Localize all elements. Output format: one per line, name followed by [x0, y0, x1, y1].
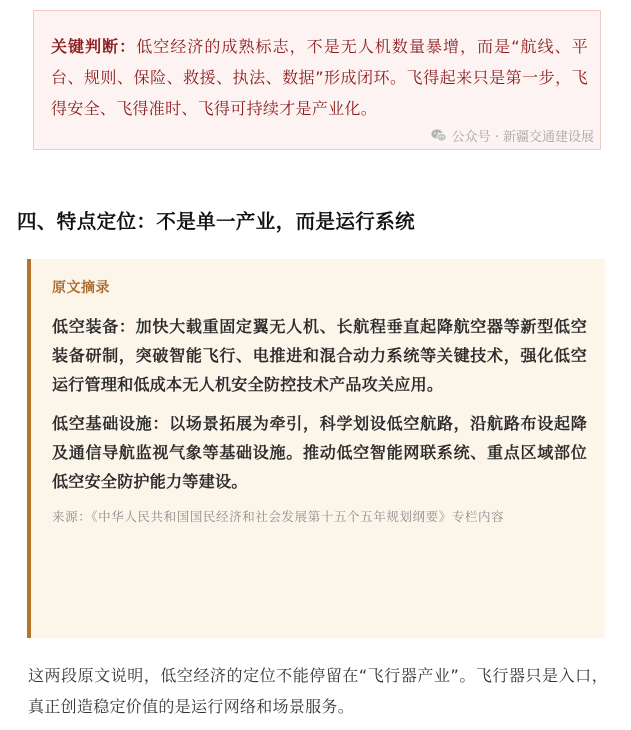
section-heading: 四、特点定位：不是单一产业，而是运行系统 [17, 210, 416, 233]
original-excerpt-box [27, 259, 605, 638]
wechat-icon [431, 129, 447, 142]
watermark-text: 公众号 · 新疆交通建设展 [451, 130, 594, 145]
excerpt-paragraph-equipment: 低空装备：加快大载重固定翼无人机、长航程垂直起降航空器等新型低空装备研制，突破智能飞行、电推进和混合动力系统等关键技术，强化低空运行管理和低成本无人机安全防控技术产品攻关应用。 [52, 317, 587, 394]
closing-paragraph: 这两段原文说明，低空经济的定位不能停留在“飞行器产业”。飞行器只是入口，真正创造稳定价值的是运行网络和场景服务。 [28, 666, 608, 716]
key-judgment-text [51, 31, 588, 124]
key-judgment-body: 低空经济的成熟标志，不是无人机数量暴增，而是“航线、平台、规则、保险、救援、执法、数据”形成闭环。飞得起来只是第一步，飞得安全、飞得准时、飞得可持续才是产业化。 [51, 37, 588, 118]
excerpt-source: 来源：《中华人民共和国国民经济和社会发展第十五个五年规划纲要》专栏内容 [52, 509, 505, 524]
excerpt-paragraph-infrastructure: 低空基础设施：以场景拓展为牵引，科学划设低空航路，沿航路布设起降及通信导航监视气象等基础设施。推动低空智能网联系统、重点区域部位低空安全防护能力等建设。 [52, 414, 587, 491]
excerpt-title: 原文摘录 [52, 280, 110, 296]
key-judgment-label: 关键判断： [51, 37, 137, 56]
key-judgment-box [33, 10, 601, 150]
wechat-watermark [431, 126, 594, 145]
